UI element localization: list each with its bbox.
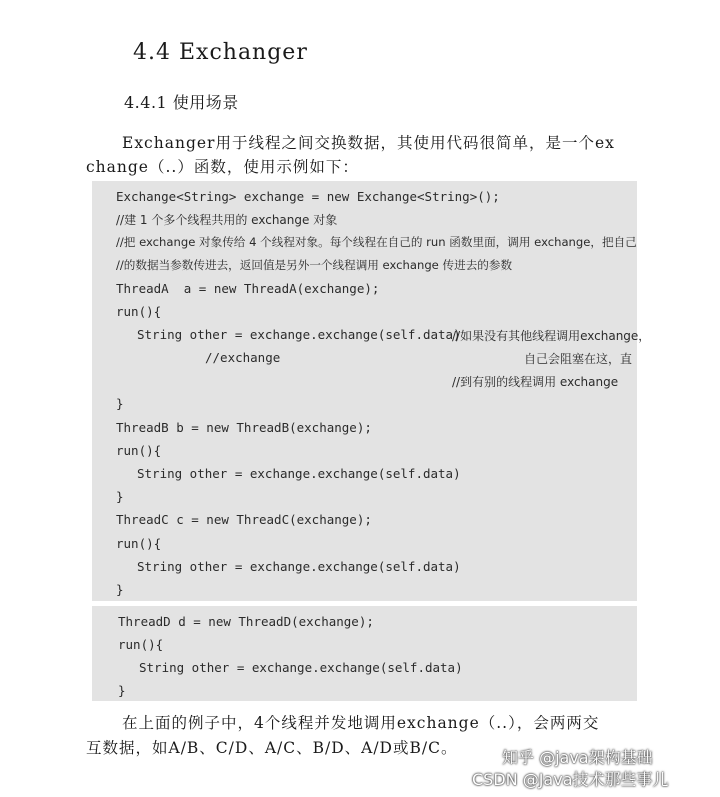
code-line: ThreadA a = new ThreadA(exchange); <box>116 281 380 296</box>
code-line: run(){ <box>116 536 162 551</box>
code-comment: //到有别的线程调用 exchange <box>452 375 619 389</box>
code-line: String other = exchange.exchange(self.data) <box>137 559 461 574</box>
code-comment: //如果没有其他线程调用exchange， <box>452 329 651 343</box>
intro-line-1: Exchanger用于线程之间交换数据，其使用代码很简单，是一个ex <box>122 134 615 152</box>
code-comment: //把 exchange 对象传给 4 个线程对象。每个线程在自己的 run 函数里面，调用 exchange，把自己 <box>116 235 637 249</box>
code-line: run(){ <box>118 637 164 652</box>
code-line: ThreadC c = new ThreadC(exchange); <box>116 512 372 527</box>
summary-line-2: 互数据，如A/B、C/D、A/C、B/D、A/D或B/C。 <box>86 739 458 757</box>
code-line: } <box>116 396 124 411</box>
code-block-2 <box>92 606 637 701</box>
code-line: String other = exchange.exchange(self.data) <box>139 660 463 675</box>
code-line: run(){ <box>116 443 162 458</box>
code-line: Exchange<String> exchange = new Exchange<String>(); <box>116 189 500 204</box>
code-comment: //建 1 个多个线程共用的 exchange 对象 <box>116 213 338 227</box>
code-line: ThreadD d = new ThreadD(exchange); <box>118 614 374 629</box>
code-line: String other = exchange.exchange(self.data) <box>137 466 461 481</box>
code-line: ThreadB b = new ThreadB(exchange); <box>116 420 372 435</box>
code-line: } <box>116 489 124 504</box>
zhihu-watermark: 知乎 @java架构基础 <box>502 748 653 767</box>
summary-line-1: 在上面的例子中，4个线程并发地调用exchange（..），会两两交 <box>122 714 600 732</box>
code-line: } <box>116 582 124 597</box>
code-line: } <box>118 683 126 698</box>
code-line: String other = exchange.exchange(self.data) <box>137 327 461 342</box>
code-comment: //exchange <box>205 350 281 365</box>
csdn-watermark: CSDN @Java技术那些事儿 <box>472 770 669 789</box>
intro-line-2: change（..）函数，使用示例如下： <box>86 158 359 176</box>
code-comment: 自己会阻塞在这，直 <box>524 352 633 366</box>
code-block-1 <box>92 181 651 601</box>
section-heading: 4.4 Exchanger <box>133 40 308 65</box>
subsection-heading: 4.4.1 使用场景 <box>124 93 239 112</box>
code-comment: //的数据当参数传进去，返回值是另外一个线程调用 exchange 传进去的参数 <box>116 258 513 272</box>
code-line: run(){ <box>116 304 162 319</box>
